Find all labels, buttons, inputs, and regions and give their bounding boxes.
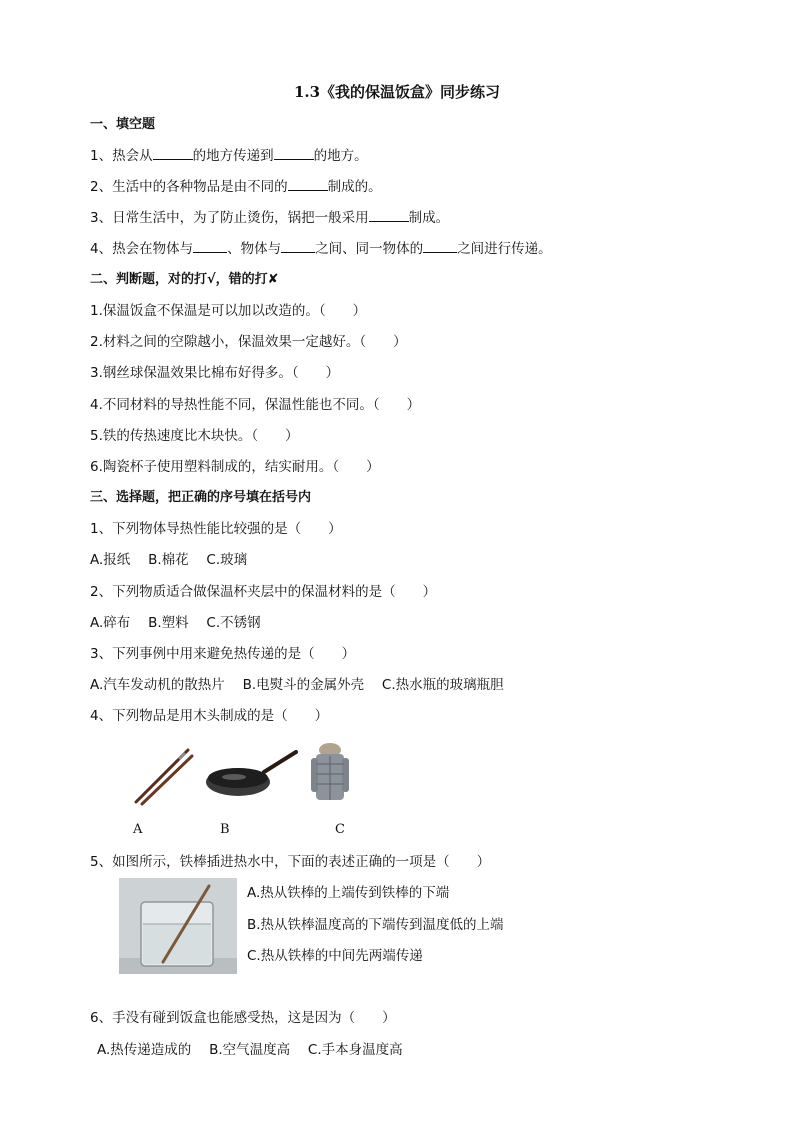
- q2-text-b: 制成的。: [327, 179, 382, 195]
- q5-option-c: C.热从铁棒的中间先两端传递: [247, 948, 423, 964]
- choice-question-6: 6、手没有碰到饭盒也能感受热，这是因为（ ）: [90, 1010, 396, 1026]
- q4-text-d: 之间进行传递。: [457, 241, 552, 257]
- answer-blank[interactable]: [423, 240, 457, 253]
- section1-heading: 一、填空题: [90, 117, 156, 132]
- q3-text-b: 制成。: [408, 210, 450, 226]
- choice-question-5: 5、如图所示，铁棒插进热水中，下面的表述正确的一项是（ ）: [90, 854, 491, 870]
- judge-item-5: 5.铁的传热速度比木块快。（ ）: [90, 428, 299, 444]
- choice-options-2: A.碎布 B.塑料 C.不锈钢: [90, 615, 261, 631]
- q4-text-a: 4、热会在物体与: [90, 241, 194, 257]
- answer-blank[interactable]: [281, 240, 315, 253]
- answer-blank[interactable]: [274, 147, 314, 160]
- q1-text-b: 的地方传递到: [192, 148, 274, 164]
- q2-text-a: 2、生活中的各种物品是由不同的: [90, 179, 288, 195]
- judge-item-6: 6.陶瓷杯子使用塑料制成的，结实耐用。（ ）: [90, 459, 380, 475]
- chopsticks-image: [130, 748, 194, 806]
- answer-blank[interactable]: [369, 209, 409, 222]
- q5-option-b: B.热从铁棒温度高的下端传到温度低的上端: [247, 917, 504, 933]
- choice-options-1: A.报纸 B.棉花 C.玻璃: [90, 552, 248, 568]
- option-label-b: B: [220, 822, 230, 837]
- option-label-a: A: [133, 822, 143, 837]
- wok-pan-image: [204, 748, 300, 804]
- q4-text-b: 、物体与: [227, 241, 282, 257]
- section3-heading: 三、选择题，把正确的序号填在括号内: [90, 490, 312, 505]
- choice-question-4: 4、下列物品是用木头制成的是（ ）: [90, 708, 329, 724]
- answer-blank[interactable]: [153, 147, 193, 160]
- choice-options-3: A.汽车发动机的散热片 B.电熨斗的金属外壳 C.热水瓶的玻璃瓶胆: [90, 677, 504, 693]
- answer-blank[interactable]: [288, 178, 328, 191]
- q1-text-a: 1、热会从: [90, 148, 153, 164]
- choice-question-3: 3、下列事例中用来避免热传递的是（ ）: [90, 646, 356, 662]
- fill-question-3: [90, 209, 449, 227]
- choice-options-6: A.热传递造成的 B.空气温度高 C.手本身温度高: [97, 1042, 403, 1058]
- choice-question-2: 2、下列物质适合做保温杯夹层中的保温材料的是（ ）: [90, 584, 437, 600]
- fill-question-1: [90, 147, 368, 165]
- judge-item-3: 3.钢丝球保温效果比棉布好得多。（ ）: [90, 365, 340, 381]
- choice-question-1: 1、下列物体导热性能比较强的是（ ）: [90, 521, 342, 537]
- fill-question-2: [90, 178, 382, 196]
- q1-text-c: 的地方。: [313, 148, 368, 164]
- fill-question-4: [90, 240, 552, 258]
- judge-item-4: 4.不同材料的导热性能不同，保温性能也不同。（ ）: [90, 397, 421, 413]
- q3-text-a: 3、日常生活中，为了防止烫伤，锅把一般采用: [90, 210, 369, 226]
- beaker-with-iron-rod-image: [119, 878, 237, 974]
- q5-option-a: A.热从铁棒的上端传到铁棒的下端: [247, 885, 450, 901]
- judge-item-2: 2.材料之间的空隙越小，保温效果一定越好。（ ）: [90, 334, 407, 350]
- q4-text-c: 之间、同一物体的: [315, 241, 424, 257]
- down-jacket-image: [310, 742, 350, 804]
- section2-heading: 二、判断题，对的打√，错的打✘: [90, 272, 279, 287]
- judge-item-1: 1.保温饭盒不保温是可以加以改造的。（ ）: [90, 303, 367, 319]
- option-label-c: C: [335, 822, 345, 837]
- page-title: 1.3《我的保温饭盒》同步练习: [293, 83, 501, 101]
- answer-blank[interactable]: [193, 240, 227, 253]
